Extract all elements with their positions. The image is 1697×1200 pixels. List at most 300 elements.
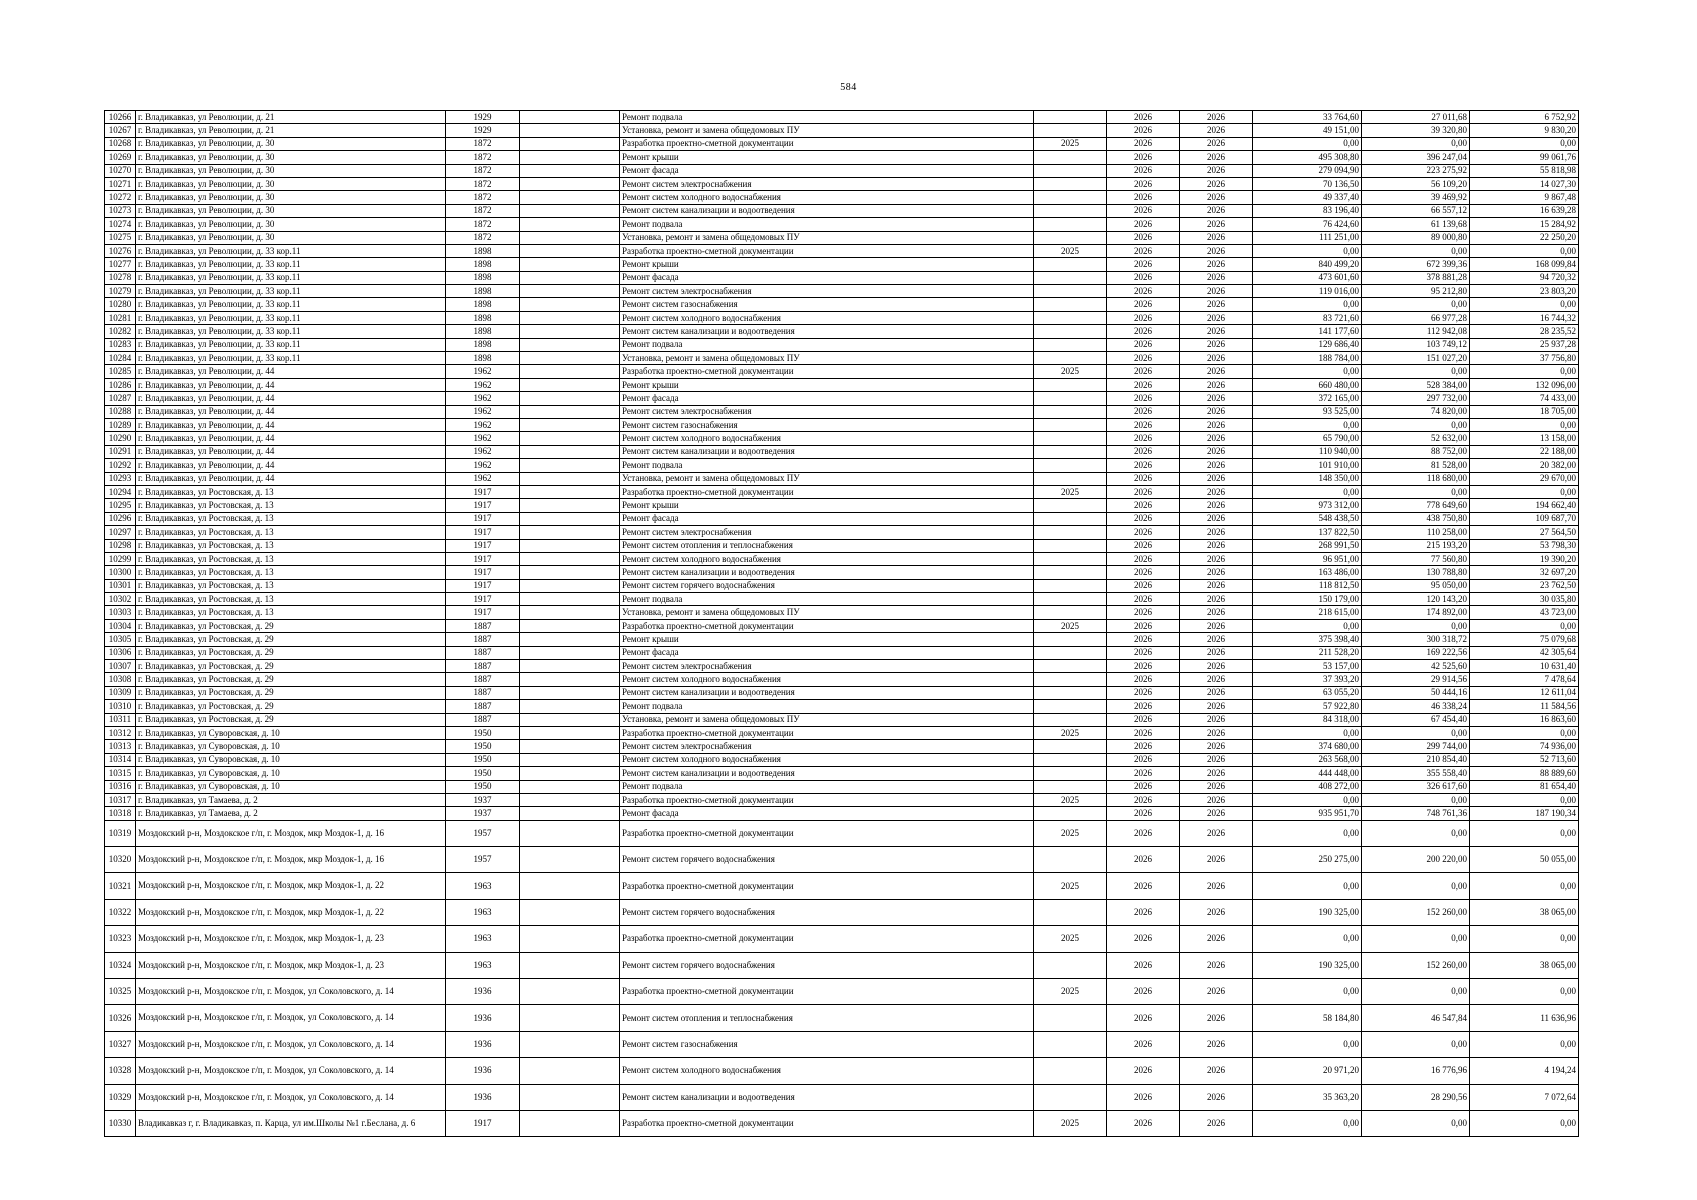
row-number: 10313 [105, 740, 136, 753]
table-row [105, 726, 1579, 739]
empty-cell [520, 593, 620, 606]
start-year-cell: 2026 [1107, 325, 1180, 338]
owner-cost-cell: 74 936,00 [1470, 740, 1579, 753]
owner-cost-cell: 0,00 [1470, 619, 1579, 632]
fund-cost-cell: 42 525,60 [1362, 660, 1470, 673]
total-cost-cell: 218 615,00 [1253, 606, 1362, 619]
table-row [105, 740, 1579, 753]
address-cell: г. Владикавказ, ул Ростовская, д. 13 [136, 485, 446, 498]
address-cell: г. Владикавказ, ул Тамаева, д. 2 [136, 807, 446, 820]
build-year-cell: 1872 [446, 164, 520, 177]
table-row [105, 1058, 1579, 1084]
table-row [105, 164, 1579, 177]
build-year-cell: 1887 [446, 700, 520, 713]
address-cell: г. Владикавказ, ул Революции, д. 30 [136, 137, 446, 150]
work-type-cell: Ремонт подвала [620, 780, 1034, 793]
end-year-cell: 2026 [1180, 191, 1253, 204]
table-row [105, 285, 1579, 298]
owner-cost-cell: 43 723,00 [1470, 606, 1579, 619]
table-row [105, 952, 1579, 978]
fund-cost-cell: 81 528,00 [1362, 459, 1470, 472]
total-cost-cell: 57 922,80 [1253, 700, 1362, 713]
empty-cell [520, 726, 620, 739]
total-cost-cell: 118 812,50 [1253, 579, 1362, 592]
start-year-cell: 2026 [1107, 646, 1180, 659]
total-cost-cell: 35 363,20 [1253, 1084, 1362, 1110]
address-cell: г. Владикавказ, ул Суворовская, д. 10 [136, 767, 446, 780]
design-year-cell: 2025 [1034, 244, 1107, 257]
build-year-cell: 1887 [446, 646, 520, 659]
row-number: 10306 [105, 646, 136, 659]
end-year-cell: 2026 [1180, 378, 1253, 391]
owner-cost-cell: 81 654,40 [1470, 780, 1579, 793]
start-year-cell: 2026 [1107, 700, 1180, 713]
work-type-cell: Установка, ремонт и замена общедомовых ПУ [620, 124, 1034, 137]
end-year-cell: 2026 [1180, 660, 1253, 673]
total-cost-cell: 111 251,00 [1253, 231, 1362, 244]
fund-cost-cell: 0,00 [1362, 793, 1470, 806]
table-row [105, 124, 1579, 137]
address-cell: г. Владикавказ, ул Революции, д. 21 [136, 111, 446, 124]
owner-cost-cell: 15 284,92 [1470, 218, 1579, 231]
total-cost-cell: 49 337,40 [1253, 191, 1362, 204]
row-number: 10314 [105, 753, 136, 766]
build-year-cell: 1917 [446, 526, 520, 539]
address-cell: г. Владикавказ, ул Революции, д. 33 кор.11 [136, 311, 446, 324]
end-year-cell: 2026 [1180, 137, 1253, 150]
start-year-cell: 2026 [1107, 673, 1180, 686]
owner-cost-cell: 0,00 [1470, 485, 1579, 498]
owner-cost-cell: 0,00 [1470, 793, 1579, 806]
end-year-cell: 2026 [1180, 780, 1253, 793]
work-type-cell: Ремонт систем холодного водоснабжения [620, 673, 1034, 686]
empty-cell [520, 445, 620, 458]
address-cell: г. Владикавказ, ул Ростовская, д. 13 [136, 606, 446, 619]
owner-cost-cell: 6 752,92 [1470, 111, 1579, 124]
address-cell: г. Владикавказ, ул Революции, д. 44 [136, 365, 446, 378]
row-number: 10323 [105, 926, 136, 952]
fund-cost-cell: 210 854,40 [1362, 753, 1470, 766]
fund-cost-cell: 95 212,80 [1362, 285, 1470, 298]
empty-cell [520, 137, 620, 150]
design-year-cell [1034, 405, 1107, 418]
design-year-cell [1034, 271, 1107, 284]
empty-cell [520, 338, 620, 351]
empty-cell [520, 378, 620, 391]
table-row [105, 979, 1579, 1005]
start-year-cell: 2026 [1107, 1031, 1180, 1057]
build-year-cell: 1898 [446, 325, 520, 338]
row-number: 10321 [105, 873, 136, 899]
work-type-cell: Ремонт систем горячего водоснабжения [620, 899, 1034, 925]
work-type-cell: Ремонт подвала [620, 700, 1034, 713]
design-year-cell [1034, 392, 1107, 405]
end-year-cell: 2026 [1180, 298, 1253, 311]
row-number: 10274 [105, 218, 136, 231]
address-cell: Владикавказ г, г. Владикавказ, п. Карца, ул им.Школы №1 г.Беслана, д. 6 [136, 1111, 446, 1137]
owner-cost-cell: 53 798,30 [1470, 539, 1579, 552]
total-cost-cell: 83 196,40 [1253, 204, 1362, 217]
end-year-cell: 2026 [1180, 593, 1253, 606]
work-type-cell: Разработка проектно-сметной документации [620, 137, 1034, 150]
row-number: 10276 [105, 244, 136, 257]
owner-cost-cell: 0,00 [1470, 726, 1579, 739]
build-year-cell: 1872 [446, 191, 520, 204]
end-year-cell: 2026 [1180, 526, 1253, 539]
empty-cell [520, 633, 620, 646]
table-row [105, 579, 1579, 592]
work-type-cell: Ремонт фасада [620, 646, 1034, 659]
row-number: 10282 [105, 325, 136, 338]
row-number: 10272 [105, 191, 136, 204]
design-year-cell [1034, 713, 1107, 726]
address-cell: г. Владикавказ, ул Ростовская, д. 13 [136, 566, 446, 579]
fund-cost-cell: 56 109,20 [1362, 177, 1470, 190]
design-year-cell [1034, 432, 1107, 445]
start-year-cell: 2026 [1107, 820, 1180, 846]
table-row [105, 780, 1579, 793]
end-year-cell: 2026 [1180, 619, 1253, 632]
build-year-cell: 1898 [446, 285, 520, 298]
work-type-cell: Установка, ремонт и замена общедомовых ПУ [620, 231, 1034, 244]
address-cell: г. Владикавказ, ул Революции, д. 44 [136, 378, 446, 391]
row-number: 10315 [105, 767, 136, 780]
owner-cost-cell: 32 697,20 [1470, 566, 1579, 579]
build-year-cell: 1963 [446, 899, 520, 925]
fund-cost-cell: 326 617,60 [1362, 780, 1470, 793]
total-cost-cell: 119 016,00 [1253, 285, 1362, 298]
fund-cost-cell: 120 143,20 [1362, 593, 1470, 606]
owner-cost-cell: 109 687,70 [1470, 512, 1579, 525]
start-year-cell: 2026 [1107, 606, 1180, 619]
design-year-cell [1034, 231, 1107, 244]
row-number: 10325 [105, 979, 136, 1005]
start-year-cell: 2026 [1107, 579, 1180, 592]
end-year-cell: 2026 [1180, 767, 1253, 780]
fund-cost-cell: 95 050,00 [1362, 579, 1470, 592]
table-row [105, 793, 1579, 806]
work-type-cell: Разработка проектно-сметной документации [620, 365, 1034, 378]
build-year-cell: 1950 [446, 780, 520, 793]
end-year-cell: 2026 [1180, 485, 1253, 498]
fund-cost-cell: 223 275,92 [1362, 164, 1470, 177]
start-year-cell: 2026 [1107, 338, 1180, 351]
table-row [105, 807, 1579, 820]
empty-cell [520, 1058, 620, 1084]
start-year-cell: 2026 [1107, 1005, 1180, 1031]
start-year-cell: 2026 [1107, 847, 1180, 873]
owner-cost-cell: 94 720,32 [1470, 271, 1579, 284]
start-year-cell: 2026 [1107, 285, 1180, 298]
empty-cell [520, 231, 620, 244]
work-type-cell: Ремонт крыши [620, 151, 1034, 164]
build-year-cell: 1917 [446, 485, 520, 498]
build-year-cell: 1917 [446, 579, 520, 592]
end-year-cell: 2026 [1180, 539, 1253, 552]
design-year-cell [1034, 378, 1107, 391]
fund-cost-cell: 200 220,00 [1362, 847, 1470, 873]
fund-cost-cell: 50 444,16 [1362, 686, 1470, 699]
owner-cost-cell: 0,00 [1470, 979, 1579, 1005]
empty-cell [520, 311, 620, 324]
work-type-cell: Ремонт крыши [620, 258, 1034, 271]
empty-cell [520, 673, 620, 686]
build-year-cell: 1917 [446, 512, 520, 525]
row-number: 10285 [105, 365, 136, 378]
fund-cost-cell: 151 027,20 [1362, 352, 1470, 365]
end-year-cell: 2026 [1180, 579, 1253, 592]
end-year-cell: 2026 [1180, 1111, 1253, 1137]
table-row [105, 1111, 1579, 1137]
work-type-cell: Ремонт систем отопления и теплоснабжения [620, 1005, 1034, 1031]
table-row [105, 405, 1579, 418]
row-number: 10269 [105, 151, 136, 164]
empty-cell [520, 539, 620, 552]
start-year-cell: 2026 [1107, 1084, 1180, 1110]
end-year-cell: 2026 [1180, 418, 1253, 431]
total-cost-cell: 660 480,00 [1253, 378, 1362, 391]
fund-cost-cell: 46 338,24 [1362, 700, 1470, 713]
work-type-cell: Ремонт систем отопления и теплоснабжения [620, 539, 1034, 552]
owner-cost-cell: 23 803,20 [1470, 285, 1579, 298]
start-year-cell: 2026 [1107, 258, 1180, 271]
table-row [105, 820, 1579, 846]
address-cell: г. Владикавказ, ул Революции, д. 44 [136, 459, 446, 472]
design-year-cell [1034, 1058, 1107, 1084]
work-type-cell: Установка, ремонт и замена общедомовых ПУ [620, 472, 1034, 485]
design-year-cell [1034, 780, 1107, 793]
design-year-cell [1034, 899, 1107, 925]
address-cell: г. Владикавказ, ул Революции, д. 30 [136, 164, 446, 177]
end-year-cell: 2026 [1180, 807, 1253, 820]
start-year-cell: 2026 [1107, 552, 1180, 565]
address-cell: г. Владикавказ, ул Революции, д. 30 [136, 231, 446, 244]
empty-cell [520, 472, 620, 485]
design-year-cell [1034, 151, 1107, 164]
total-cost-cell: 0,00 [1253, 726, 1362, 739]
work-type-cell: Разработка проектно-сметной документации [620, 979, 1034, 1005]
address-cell: г. Владикавказ, ул Ростовская, д. 29 [136, 619, 446, 632]
work-type-cell: Ремонт крыши [620, 633, 1034, 646]
end-year-cell: 2026 [1180, 713, 1253, 726]
fund-cost-cell: 748 761,36 [1362, 807, 1470, 820]
start-year-cell: 2026 [1107, 1111, 1180, 1137]
build-year-cell: 1929 [446, 111, 520, 124]
empty-cell [520, 392, 620, 405]
table-row [105, 472, 1579, 485]
start-year-cell: 2026 [1107, 619, 1180, 632]
fund-cost-cell: 297 732,00 [1362, 392, 1470, 405]
address-cell: Моздокский р-н, Моздокское г/п, г. Моздок, ул Соколовского, д. 14 [136, 1084, 446, 1110]
owner-cost-cell: 0,00 [1470, 298, 1579, 311]
work-type-cell: Разработка проектно-сметной документации [620, 820, 1034, 846]
address-cell: г. Владикавказ, ул Революции, д. 30 [136, 204, 446, 217]
end-year-cell: 2026 [1180, 271, 1253, 284]
work-type-cell: Ремонт подвала [620, 111, 1034, 124]
design-year-cell [1034, 338, 1107, 351]
owner-cost-cell: 18 705,00 [1470, 405, 1579, 418]
start-year-cell: 2026 [1107, 485, 1180, 498]
build-year-cell: 1898 [446, 338, 520, 351]
empty-cell [520, 298, 620, 311]
end-year-cell: 2026 [1180, 124, 1253, 137]
empty-cell [520, 646, 620, 659]
address-cell: Моздокский р-н, Моздокское г/п, г. Моздок, мкр Моздок-1, д. 23 [136, 952, 446, 978]
work-type-cell: Ремонт систем электроснабжения [620, 405, 1034, 418]
end-year-cell: 2026 [1180, 820, 1253, 846]
work-type-cell: Установка, ремонт и замена общедомовых ПУ [620, 352, 1034, 365]
fund-cost-cell: 0,00 [1362, 873, 1470, 899]
table-row [105, 539, 1579, 552]
start-year-cell: 2026 [1107, 111, 1180, 124]
design-year-cell [1034, 298, 1107, 311]
design-year-cell [1034, 418, 1107, 431]
work-type-cell: Ремонт систем холодного водоснабжения [620, 432, 1034, 445]
row-number: 10296 [105, 512, 136, 525]
total-cost-cell: 53 157,00 [1253, 660, 1362, 673]
owner-cost-cell: 0,00 [1470, 1111, 1579, 1137]
work-type-cell: Ремонт систем канализации и водоотведения [620, 686, 1034, 699]
design-year-cell [1034, 847, 1107, 873]
row-number: 10284 [105, 352, 136, 365]
work-type-cell: Ремонт систем холодного водоснабжения [620, 753, 1034, 766]
end-year-cell: 2026 [1180, 432, 1253, 445]
address-cell: г. Владикавказ, ул Революции, д. 30 [136, 151, 446, 164]
address-cell: г. Владикавказ, ул Революции, д. 44 [136, 392, 446, 405]
start-year-cell: 2026 [1107, 593, 1180, 606]
total-cost-cell: 0,00 [1253, 926, 1362, 952]
design-year-cell [1034, 512, 1107, 525]
address-cell: г. Владикавказ, ул Революции, д. 44 [136, 445, 446, 458]
build-year-cell: 1936 [446, 1031, 520, 1057]
build-year-cell: 1872 [446, 231, 520, 244]
total-cost-cell: 408 272,00 [1253, 780, 1362, 793]
total-cost-cell: 0,00 [1253, 1111, 1362, 1137]
address-cell: г. Владикавказ, ул Ростовская, д. 13 [136, 512, 446, 525]
work-type-cell: Установка, ремонт и замена общедомовых ПУ [620, 606, 1034, 619]
end-year-cell: 2026 [1180, 392, 1253, 405]
total-cost-cell: 37 393,20 [1253, 673, 1362, 686]
build-year-cell: 1898 [446, 244, 520, 257]
fund-cost-cell: 66 557,12 [1362, 204, 1470, 217]
fund-cost-cell: 66 977,28 [1362, 311, 1470, 324]
owner-cost-cell: 22 188,00 [1470, 445, 1579, 458]
total-cost-cell: 263 568,00 [1253, 753, 1362, 766]
total-cost-cell: 96 951,00 [1253, 552, 1362, 565]
empty-cell [520, 700, 620, 713]
end-year-cell: 2026 [1180, 311, 1253, 324]
total-cost-cell: 110 940,00 [1253, 445, 1362, 458]
fund-cost-cell: 396 247,04 [1362, 151, 1470, 164]
row-number: 10330 [105, 1111, 136, 1137]
table-row [105, 526, 1579, 539]
row-number: 10298 [105, 539, 136, 552]
row-number: 10280 [105, 298, 136, 311]
build-year-cell: 1950 [446, 753, 520, 766]
fund-cost-cell: 29 914,56 [1362, 673, 1470, 686]
end-year-cell: 2026 [1180, 365, 1253, 378]
build-year-cell: 1957 [446, 847, 520, 873]
fund-cost-cell: 672 399,36 [1362, 258, 1470, 271]
table-row [105, 1005, 1579, 1031]
start-year-cell: 2026 [1107, 633, 1180, 646]
owner-cost-cell: 52 713,60 [1470, 753, 1579, 766]
empty-cell [520, 767, 620, 780]
total-cost-cell: 0,00 [1253, 244, 1362, 257]
table-row [105, 151, 1579, 164]
empty-cell [520, 151, 620, 164]
total-cost-cell: 76 424,60 [1253, 218, 1362, 231]
end-year-cell: 2026 [1180, 231, 1253, 244]
fund-cost-cell: 0,00 [1362, 298, 1470, 311]
table-row [105, 485, 1579, 498]
address-cell: Моздокский р-н, Моздокское г/п, г. Моздок, ул Соколовского, д. 14 [136, 1058, 446, 1084]
fund-cost-cell: 112 942,08 [1362, 325, 1470, 338]
start-year-cell: 2026 [1107, 807, 1180, 820]
total-cost-cell: 188 784,00 [1253, 352, 1362, 365]
build-year-cell: 1936 [446, 1005, 520, 1031]
table-row [105, 873, 1579, 899]
address-cell: г. Владикавказ, ул Революции, д. 30 [136, 191, 446, 204]
end-year-cell: 2026 [1180, 552, 1253, 565]
build-year-cell: 1917 [446, 606, 520, 619]
empty-cell [520, 285, 620, 298]
owner-cost-cell: 0,00 [1470, 418, 1579, 431]
address-cell: г. Владикавказ, ул Ростовская, д. 13 [136, 593, 446, 606]
fund-cost-cell: 28 290,56 [1362, 1084, 1470, 1110]
start-year-cell: 2026 [1107, 392, 1180, 405]
build-year-cell: 1962 [446, 459, 520, 472]
fund-cost-cell: 0,00 [1362, 137, 1470, 150]
work-type-cell: Разработка проектно-сметной документации [620, 793, 1034, 806]
empty-cell [520, 899, 620, 925]
total-cost-cell: 190 325,00 [1253, 952, 1362, 978]
row-number: 10302 [105, 593, 136, 606]
row-number: 10318 [105, 807, 136, 820]
address-cell: г. Владикавказ, ул Революции, д. 33 кор.11 [136, 258, 446, 271]
work-type-cell: Ремонт крыши [620, 499, 1034, 512]
table-row [105, 660, 1579, 673]
start-year-cell: 2026 [1107, 445, 1180, 458]
design-year-cell: 2025 [1034, 485, 1107, 498]
total-cost-cell: 137 822,50 [1253, 526, 1362, 539]
build-year-cell: 1887 [446, 686, 520, 699]
end-year-cell: 2026 [1180, 472, 1253, 485]
build-year-cell: 1898 [446, 311, 520, 324]
start-year-cell: 2026 [1107, 979, 1180, 1005]
owner-cost-cell: 7 478,64 [1470, 673, 1579, 686]
fund-cost-cell: 67 454,40 [1362, 713, 1470, 726]
work-type-cell: Ремонт систем электроснабжения [620, 740, 1034, 753]
owner-cost-cell: 0,00 [1470, 820, 1579, 846]
owner-cost-cell: 28 235,52 [1470, 325, 1579, 338]
design-year-cell: 2025 [1034, 979, 1107, 1005]
end-year-cell: 2026 [1180, 325, 1253, 338]
empty-cell [520, 218, 620, 231]
empty-cell [520, 952, 620, 978]
design-year-cell [1034, 285, 1107, 298]
design-year-cell: 2025 [1034, 365, 1107, 378]
start-year-cell: 2026 [1107, 499, 1180, 512]
owner-cost-cell: 7 072,64 [1470, 1084, 1579, 1110]
design-year-cell: 2025 [1034, 1111, 1107, 1137]
table-row [105, 633, 1579, 646]
empty-cell [520, 325, 620, 338]
total-cost-cell: 473 601,60 [1253, 271, 1362, 284]
owner-cost-cell: 168 099,84 [1470, 258, 1579, 271]
work-type-cell: Ремонт систем газоснабжения [620, 418, 1034, 431]
row-number: 10327 [105, 1031, 136, 1057]
